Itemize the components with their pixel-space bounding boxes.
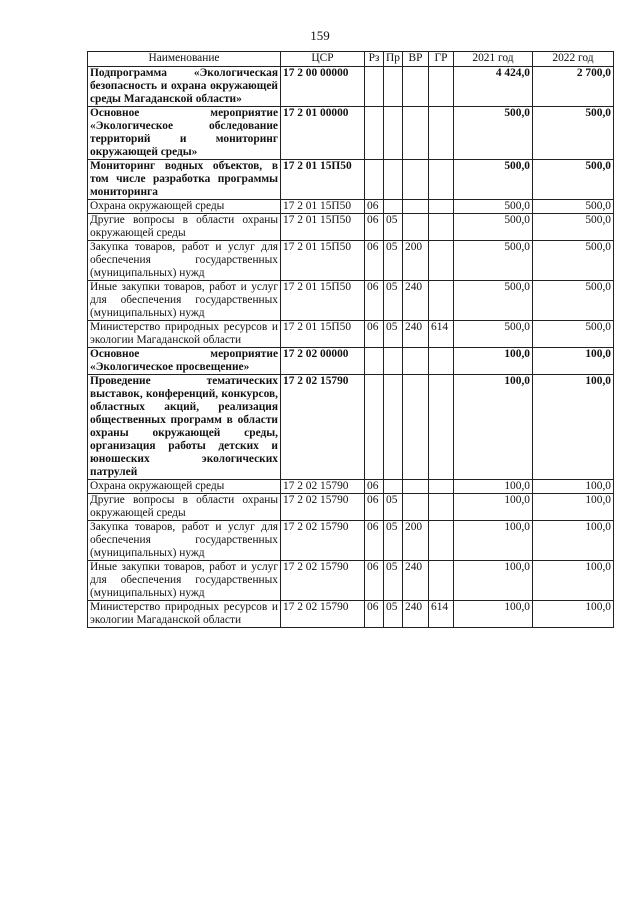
cell-gr (429, 200, 454, 214)
col-header-vr: ВР (403, 52, 429, 67)
cell-name: Подпрограмма «Экологическая безопасность и охрана окружающей среды Магаданской области» (88, 67, 281, 107)
cell-2021: 100,0 (454, 348, 533, 375)
table-row (88, 521, 614, 561)
cell-gr: 614 (429, 321, 454, 348)
cell-2022: 500,0 (533, 321, 614, 348)
cell-vr (403, 494, 429, 521)
cell-csr: 17 2 02 15790 (281, 494, 365, 521)
cell-rz: 06 (365, 321, 384, 348)
table-row (88, 348, 614, 375)
cell-csr: 17 2 01 00000 (281, 107, 365, 160)
table-row (88, 160, 614, 200)
cell-2022: 100,0 (533, 561, 614, 601)
table-row (88, 601, 614, 628)
cell-gr (429, 281, 454, 321)
cell-gr (429, 561, 454, 601)
cell-gr (429, 375, 454, 480)
cell-2021: 100,0 (454, 375, 533, 480)
cell-vr (403, 214, 429, 241)
cell-vr (403, 200, 429, 214)
cell-name: Охрана окружающей среды (88, 200, 281, 214)
cell-rz: 06 (365, 494, 384, 521)
table-row (88, 200, 614, 214)
cell-2021: 4 424,0 (454, 67, 533, 107)
cell-2021: 500,0 (454, 321, 533, 348)
cell-gr (429, 160, 454, 200)
cell-gr (429, 107, 454, 160)
cell-gr (429, 214, 454, 241)
cell-gr (429, 348, 454, 375)
col-header-name: Наименование (88, 52, 281, 67)
cell-pr: 05 (384, 601, 403, 628)
cell-2021: 100,0 (454, 561, 533, 601)
table-row (88, 67, 614, 107)
cell-csr: 17 2 01 15П50 (281, 281, 365, 321)
cell-2021: 500,0 (454, 160, 533, 200)
cell-rz: 06 (365, 281, 384, 321)
cell-2022: 500,0 (533, 160, 614, 200)
cell-csr: 17 2 02 15790 (281, 480, 365, 494)
col-header-pr: Пр (384, 52, 403, 67)
cell-2022: 100,0 (533, 494, 614, 521)
cell-2021: 100,0 (454, 480, 533, 494)
cell-rz: 06 (365, 480, 384, 494)
table-row (88, 561, 614, 601)
cell-2022: 500,0 (533, 281, 614, 321)
cell-2022: 100,0 (533, 601, 614, 628)
budget-table (87, 51, 614, 628)
table-row (88, 107, 614, 160)
cell-csr: 17 2 01 15П50 (281, 160, 365, 200)
cell-name: Министерство природных ресурсов и экологии Магаданской области (88, 321, 281, 348)
cell-name: Министерство природных ресурсов и экологии Магаданской области (88, 601, 281, 628)
cell-2021: 500,0 (454, 281, 533, 321)
cell-csr: 17 2 01 15П50 (281, 200, 365, 214)
cell-vr (403, 480, 429, 494)
cell-2021: 100,0 (454, 521, 533, 561)
cell-rz (365, 160, 384, 200)
cell-2021: 100,0 (454, 601, 533, 628)
col-header-rz: Рз (365, 52, 384, 67)
cell-csr: 17 2 01 15П50 (281, 241, 365, 281)
col-header-2022: 2022 год (533, 52, 614, 67)
cell-rz: 06 (365, 601, 384, 628)
cell-pr (384, 107, 403, 160)
cell-2022: 100,0 (533, 521, 614, 561)
table-row (88, 375, 614, 480)
cell-vr: 200 (403, 521, 429, 561)
cell-pr: 05 (384, 321, 403, 348)
cell-rz (365, 67, 384, 107)
cell-vr (403, 107, 429, 160)
cell-vr: 240 (403, 561, 429, 601)
cell-2022: 500,0 (533, 107, 614, 160)
cell-name: Основное мероприятие «Экологическое просвещение» (88, 348, 281, 375)
cell-gr (429, 480, 454, 494)
cell-csr: 17 2 02 15790 (281, 601, 365, 628)
table-row (88, 494, 614, 521)
cell-pr (384, 67, 403, 107)
cell-csr: 17 2 00 00000 (281, 67, 365, 107)
table-row (88, 241, 614, 281)
cell-name: Основное мероприятие «Экологическое обследование территорий и мониторинг окружающей среды» (88, 107, 281, 160)
cell-name: Иные закупки товаров, работ и услуг для обеспечения государственных (муниципальных) нужд (88, 561, 281, 601)
cell-vr (403, 67, 429, 107)
cell-gr: 614 (429, 601, 454, 628)
cell-name: Иные закупки товаров, работ и услуг для обеспечения государственных (муниципальных) нужд (88, 281, 281, 321)
table-body (88, 67, 614, 628)
cell-2022: 100,0 (533, 480, 614, 494)
cell-pr: 05 (384, 521, 403, 561)
cell-pr: 05 (384, 281, 403, 321)
cell-name: Мониторинг водных объектов, в том числе разработка программы мониторинга (88, 160, 281, 200)
cell-pr: 05 (384, 494, 403, 521)
cell-name: Охрана окружающей среды (88, 480, 281, 494)
cell-vr (403, 375, 429, 480)
cell-2022: 100,0 (533, 348, 614, 375)
table-row (88, 281, 614, 321)
cell-rz: 06 (365, 521, 384, 561)
cell-pr (384, 348, 403, 375)
table-row (88, 214, 614, 241)
cell-2021: 500,0 (454, 241, 533, 281)
col-header-gr: ГР (429, 52, 454, 67)
cell-vr: 200 (403, 241, 429, 281)
cell-2022: 500,0 (533, 241, 614, 281)
cell-gr (429, 241, 454, 281)
cell-rz (365, 107, 384, 160)
cell-csr: 17 2 02 15790 (281, 521, 365, 561)
cell-csr: 17 2 02 15790 (281, 375, 365, 480)
cell-2021: 100,0 (454, 494, 533, 521)
cell-csr: 17 2 02 00000 (281, 348, 365, 375)
cell-pr (384, 375, 403, 480)
col-header-2021: 2021 год (454, 52, 533, 67)
cell-2022: 100,0 (533, 375, 614, 480)
cell-name: Другие вопросы в области охраны окружающей среды (88, 494, 281, 521)
cell-rz: 06 (365, 561, 384, 601)
cell-pr: 05 (384, 241, 403, 281)
cell-csr: 17 2 01 15П50 (281, 321, 365, 348)
cell-pr (384, 480, 403, 494)
cell-rz: 06 (365, 200, 384, 214)
table-row (88, 321, 614, 348)
cell-csr: 17 2 02 15790 (281, 561, 365, 601)
cell-gr (429, 521, 454, 561)
cell-vr (403, 348, 429, 375)
cell-vr: 240 (403, 281, 429, 321)
table-row (88, 480, 614, 494)
cell-pr: 05 (384, 561, 403, 601)
cell-rz: 06 (365, 214, 384, 241)
cell-vr: 240 (403, 601, 429, 628)
cell-csr: 17 2 01 15П50 (281, 214, 365, 241)
cell-2022: 500,0 (533, 214, 614, 241)
cell-rz (365, 348, 384, 375)
cell-2021: 500,0 (454, 200, 533, 214)
cell-2021: 500,0 (454, 107, 533, 160)
cell-name: Другие вопросы в области охраны окружающей среды (88, 214, 281, 241)
cell-rz (365, 375, 384, 480)
page-number: 159 (310, 28, 330, 43)
col-header-csr: ЦСР (281, 52, 365, 67)
cell-gr (429, 67, 454, 107)
cell-name: Закупка товаров, работ и услуг для обеспечения государственных (муниципальных) нужд (88, 521, 281, 561)
cell-2021: 500,0 (454, 214, 533, 241)
cell-pr (384, 200, 403, 214)
cell-2022: 500,0 (533, 200, 614, 214)
cell-pr: 05 (384, 214, 403, 241)
cell-name: Проведение тематических выставок, конференций, конкурсов, областных акций, реализация общественных программ в области охраны окружающей среды, организация работы детских и юношеских экологических патрулей (88, 375, 281, 480)
cell-name: Закупка товаров, работ и услуг для обеспечения государственных (муниципальных) нужд (88, 241, 281, 281)
cell-pr (384, 160, 403, 200)
cell-vr: 240 (403, 321, 429, 348)
cell-rz: 06 (365, 241, 384, 281)
cell-gr (429, 494, 454, 521)
table-header-row (88, 52, 614, 67)
cell-vr (403, 160, 429, 200)
cell-2022: 2 700,0 (533, 67, 614, 107)
